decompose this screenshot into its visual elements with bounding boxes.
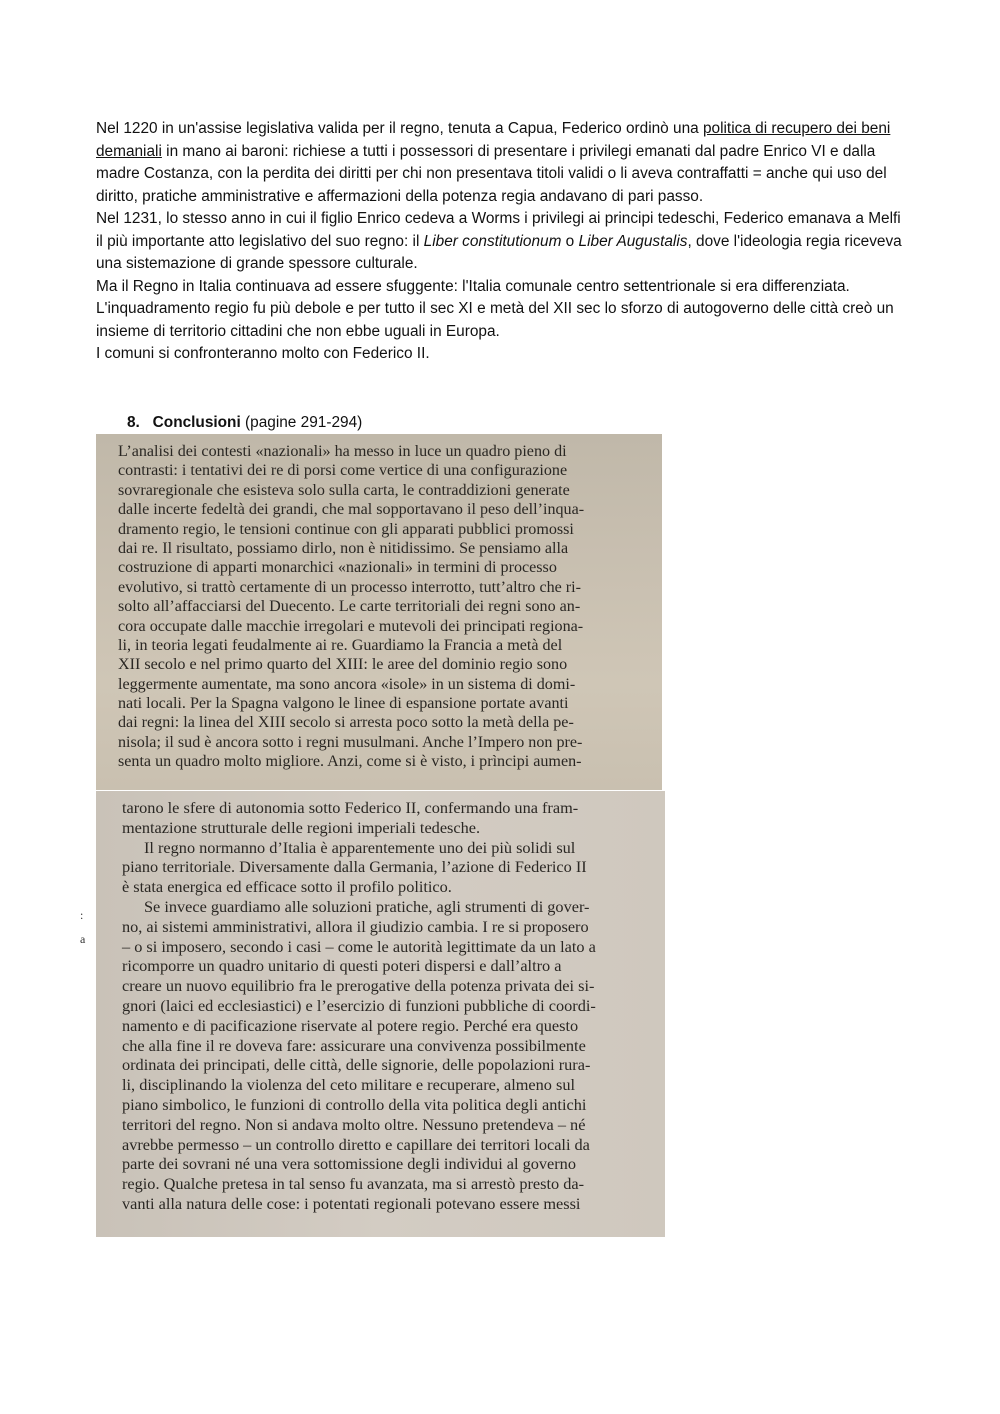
scan-line: vanti alla natura delle cose: i potentati regionali potevano essere messi — [122, 1193, 581, 1213]
scan-line: li, disciplinando la violenza del ceto militare e recuperare, almeno sul — [122, 1075, 575, 1095]
paragraph-4: I comuni si confronteranno molto con Federico II. — [96, 345, 430, 362]
scan-line: leggermente aumentate, ma sono ancora «isole» in un sistema di domi- — [118, 675, 576, 693]
scan-line: Se invece guardiamo alle soluzioni pratiche, agli strumenti di gover- — [144, 896, 590, 916]
margin-mark-2: a — [80, 932, 86, 946]
scan-line: tarono le sfere di autonomia sotto Federico II, confermando una fram- — [122, 798, 579, 817]
scan-line: piano territoriale. Diversamente dalla Germania, l’azione di Federico II — [122, 857, 587, 877]
scan-line: ricomporre un quadro unitario di questi poteri dispersi e dall’altro a — [122, 956, 562, 976]
scan-line: è stata energica ed efficace sotto il profilo politico. — [122, 877, 452, 897]
paragraph-2: Nel 1231, lo stesso anno in cui il figlio Enrico cedeva a Worms i privilegi ai principi tedeschi, Federico emanava a Melfi il più importante atto legislativo del suo regno: il Liber constitutionum o Liber Augustalis, dove l'ideologia regia riceveva una sistemazione di grande spessore culturale. — [96, 210, 902, 272]
scan-line: costruzione di apparti monarchici «nazionali» in termini di processo — [118, 559, 557, 577]
scan-line: territori del regno. Non si andava molto oltre. Nessuno pretendeva – né — [122, 1114, 586, 1134]
scan-line: avrebbe permesso – un controllo diretto e capillare dei territori locali da — [122, 1134, 590, 1154]
scan-line: nati locali. Per la Spagna valgono le linee di espansione portate avanti — [118, 695, 569, 713]
section-number: 8. — [127, 414, 140, 431]
margin-mark-1: : — [80, 908, 84, 922]
scan-line: dramento regio, le tensioni continue con gli apparati pubblici promossi — [118, 520, 574, 538]
italic-title-2: Liber Augustalis — [578, 232, 688, 250]
scan-line: gnori (laici ed ecclesiastici) e l’esercizio di funzioni pubbliche di coordi- — [122, 995, 596, 1015]
scan-line: namento e di pacificazione riservate al potere regio. Perché era questo — [122, 1015, 579, 1035]
section-pages: (pagine 291-294) — [240, 414, 363, 431]
paragraph-1: Nel 1220 in un'assise legislativa valida per il regno, tenuta a Capua, Federico ordinò una politica di recupero dei beni demaniali in mano ai baroni: richiese a tutti i possessori di presentare i privilegi emanati dal padre Enrico VI e dalla madre Costanza, con la perdita dei diritti per chi non presentava titoli validi o li aveva contraffatti = anche qui uso del diritto, pratiche amministrative e affermazioni della potenza regia andavano di pari passo. — [96, 120, 891, 205]
scan-line: piano simbolico, le funzioni di controllo della vita politica degli antichi — [122, 1094, 587, 1114]
underlined-phrase: politica di recupero dei beni demaniali — [96, 120, 891, 160]
scan-line: no, ai sistemi amministrativi, allora il giudizio cambia. I re si proposero — [122, 916, 589, 936]
scan-line: – o si imposero, secondo i casi – come le autorità legittimate da un lato a — [122, 936, 596, 956]
scan-line: regio. Qualche pretesa in tal senso fu avanzata, ma si arrestò presto da- — [122, 1174, 585, 1194]
scan-line: L’analisi dei contesti «nazionali» ha messo in luce un quadro pieno di — [118, 443, 567, 460]
scan-line: dalle incerte fedeltà dei grandi, che mal sopportavano il peso dell’inqua- — [118, 501, 585, 519]
scan-text-block-2 — [122, 798, 596, 1214]
scan-line: parte dei sovrani né una vera sottomissione degli individui al governo — [122, 1154, 576, 1174]
scan-line: che alla fine il re doveva fare: assicurare una convivenza possibilmente — [122, 1035, 586, 1055]
scan-line: dai re. Il risultato, possiamo dirlo, non è nitidissimo. Se pensiamo alla — [118, 539, 569, 557]
scanned-page-excerpt-2 — [96, 791, 665, 1237]
scan-line: solto all’affacciarsi del Duecento. Le carte territoriali dei regni sono an- — [118, 598, 581, 616]
scan-line: Il regno normanno d’Italia è apparentemente uno dei più solidi sul — [144, 837, 576, 857]
scanned-page-excerpt-1 — [96, 434, 662, 790]
scan-line: nisola; il sud è ancora sotto i regni musulmani. Anche l’Impero non pre- — [118, 733, 583, 751]
scan-line: sovraregionale che esisteva solo sulla carta, le contraddizioni generate — [118, 481, 570, 499]
scan-line: dai regni: la linea del XIII secolo si arresta poco sotto la metà della pe- — [118, 714, 574, 732]
scan-line: ordinata dei principati, delle città, delle signorie, delle popolazioni rura- — [122, 1055, 591, 1075]
scan-line: cora occupate dalle macchie irregolari e mutevoli dei principati regiona- — [118, 617, 584, 635]
intro-text — [96, 118, 904, 366]
paragraph-3: Ma il Regno in Italia continuava ad essere sfuggente: l'Italia comunale centro settentrionale si era differenziata. L'inquadramento regio fu più debole e per tutto il sec XI e metà del XII sec lo sforzo di autogoverno delle città creò un insieme di territorio cittadini che non ebbe uguali in Europa. — [96, 277, 894, 340]
scan-line: XII secolo e nel primo quarto del XIII: le aree del dominio regio sono — [118, 656, 568, 674]
italic-title-1: Liber constitutionum — [423, 232, 562, 250]
section-title: Conclusioni — [152, 414, 241, 431]
scan-line: mentazione strutturale delle regioni imperiali tedesche. — [122, 817, 481, 837]
scan-line: contrasti: i tentativi dei re di porsi come vertice di una configurazione — [118, 462, 568, 480]
section-heading — [127, 412, 362, 434]
scan-line: senta un quadro molto migliore. Anzi, come si è visto, i prìncipi aumen- — [118, 753, 582, 771]
scan-line: evolutivo, si trattò certamente di un processo interrotto, tutt’altro che ri- — [118, 578, 582, 596]
scan-text-block-1 — [118, 442, 584, 772]
scan-line: creare un nuovo equilibrio fra le prerogative della potenza privata dei si- — [122, 976, 595, 996]
scan-line: li, in teoria legati feudalmente ai re. Guardiamo la Francia a metà del — [118, 636, 563, 654]
